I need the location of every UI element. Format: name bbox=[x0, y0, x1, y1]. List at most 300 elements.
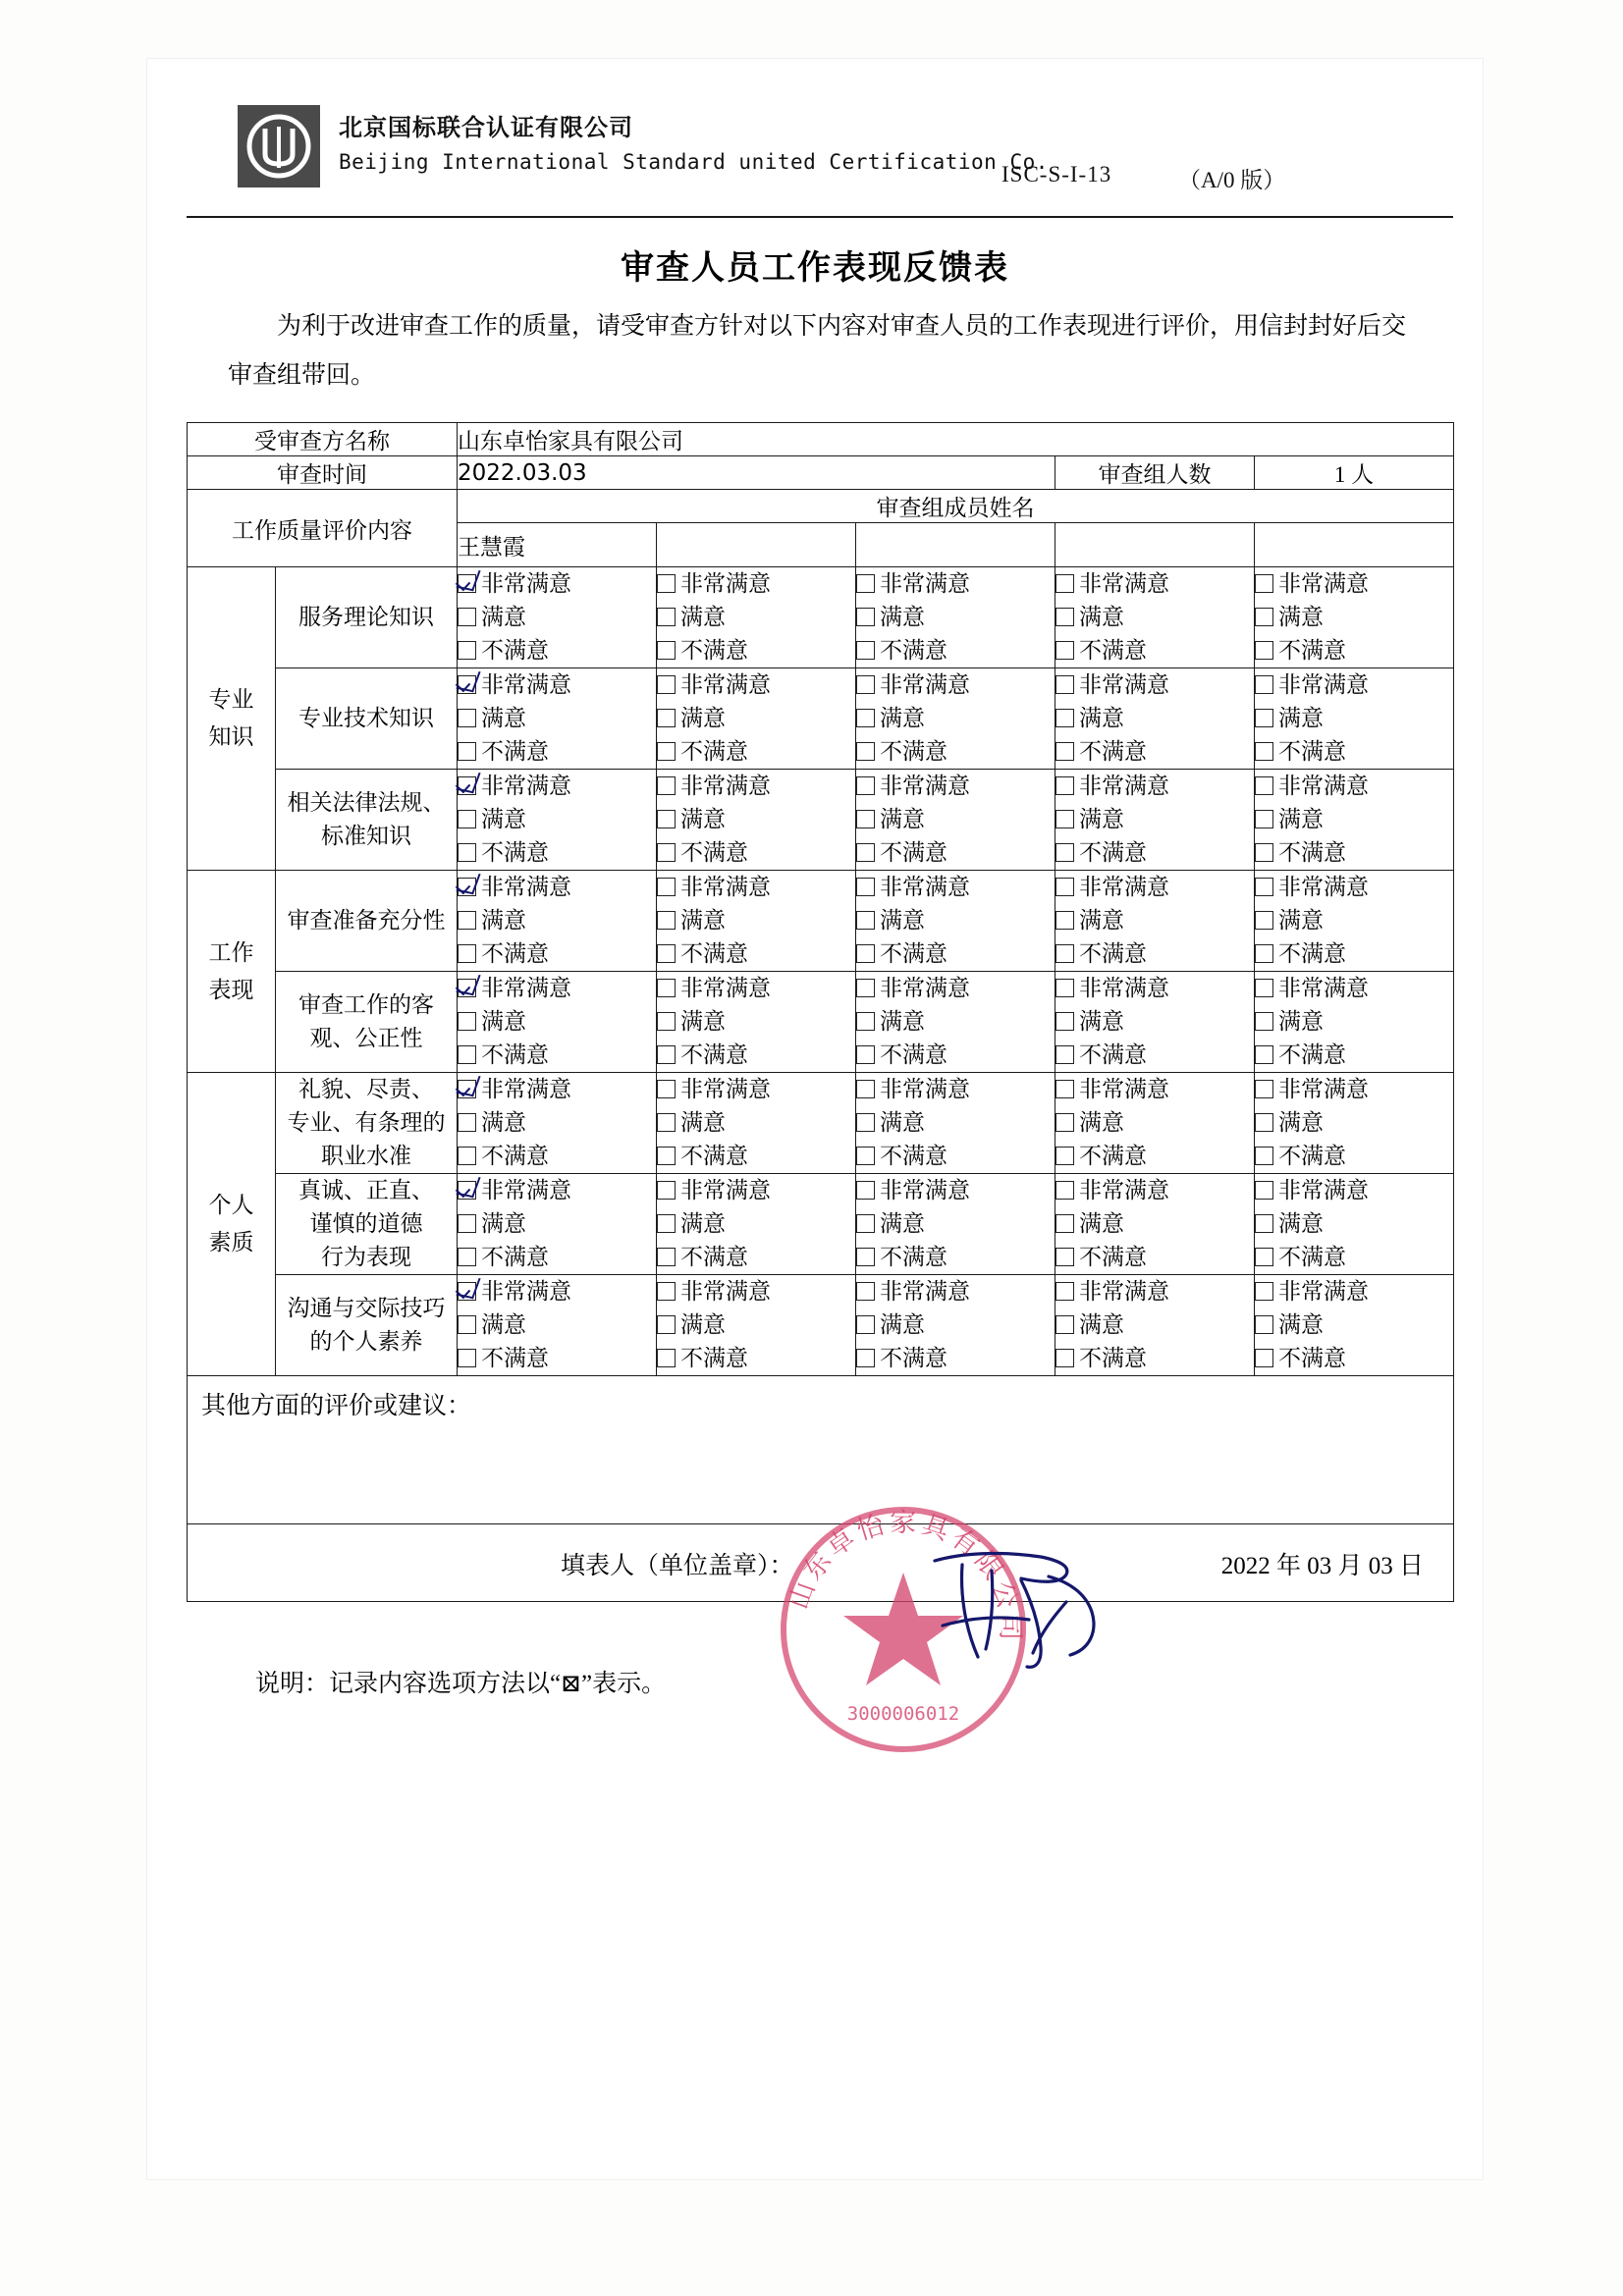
checkbox-unchecked-icon[interactable] bbox=[856, 1080, 875, 1098]
rating-option[interactable]: 非常满意 bbox=[856, 770, 1055, 803]
checkbox-unchecked-icon[interactable] bbox=[1055, 1045, 1074, 1064]
rating-option[interactable]: 不满意 bbox=[657, 634, 855, 667]
rating-option[interactable]: 不满意 bbox=[1255, 634, 1453, 667]
checkbox-unchecked-icon[interactable] bbox=[657, 574, 676, 593]
rating-cell[interactable] bbox=[458, 1275, 657, 1376]
rating-cell[interactable] bbox=[1055, 1275, 1255, 1376]
checkbox-unchecked-icon[interactable] bbox=[1055, 911, 1074, 930]
checkbox-unchecked-icon[interactable] bbox=[458, 1045, 476, 1064]
checkbox-unchecked-icon[interactable] bbox=[657, 1349, 676, 1367]
rating-option[interactable]: 满意 bbox=[1255, 803, 1453, 836]
checkbox-unchecked-icon[interactable] bbox=[458, 810, 476, 828]
rating-option[interactable]: 满意 bbox=[458, 1308, 656, 1342]
rating-option[interactable]: 满意 bbox=[856, 904, 1055, 937]
rating-option[interactable]: 满意 bbox=[1055, 1207, 1254, 1241]
rating-cell[interactable] bbox=[458, 871, 657, 972]
checkbox-checked-icon[interactable] bbox=[458, 1282, 476, 1301]
rating-option[interactable]: 不满意 bbox=[458, 735, 656, 769]
checkbox-unchecked-icon[interactable] bbox=[657, 608, 676, 626]
checkbox-unchecked-icon[interactable] bbox=[657, 911, 676, 930]
checkbox-unchecked-icon[interactable] bbox=[657, 1147, 676, 1165]
checkbox-unchecked-icon[interactable] bbox=[856, 675, 875, 694]
checkbox-unchecked-icon[interactable] bbox=[1055, 843, 1074, 862]
rating-option[interactable]: 满意 bbox=[657, 1207, 855, 1241]
rating-option[interactable]: 不满意 bbox=[458, 1140, 656, 1173]
rating-option[interactable]: 满意 bbox=[458, 1106, 656, 1140]
rating-option[interactable]: 满意 bbox=[458, 601, 656, 634]
rating-option[interactable]: 非常满意 bbox=[458, 871, 656, 904]
rating-option[interactable]: 不满意 bbox=[458, 634, 656, 667]
checkbox-unchecked-icon[interactable] bbox=[1255, 574, 1273, 593]
checkbox-unchecked-icon[interactable] bbox=[657, 1214, 676, 1233]
checkbox-unchecked-icon[interactable] bbox=[1055, 1349, 1074, 1367]
rating-option[interactable]: 非常满意 bbox=[856, 972, 1055, 1005]
checkbox-unchecked-icon[interactable] bbox=[1055, 1282, 1074, 1301]
checkbox-unchecked-icon[interactable] bbox=[657, 1315, 676, 1334]
checkbox-unchecked-icon[interactable] bbox=[856, 608, 875, 626]
rating-cell[interactable] bbox=[1055, 1073, 1255, 1174]
checkbox-unchecked-icon[interactable] bbox=[458, 1147, 476, 1165]
rating-cell[interactable] bbox=[657, 770, 856, 871]
rating-option[interactable]: 非常满意 bbox=[856, 1073, 1055, 1106]
rating-option[interactable]: 不满意 bbox=[657, 1342, 855, 1375]
rating-option[interactable]: 不满意 bbox=[657, 1241, 855, 1274]
rating-option[interactable]: 不满意 bbox=[1055, 1241, 1254, 1274]
checkbox-unchecked-icon[interactable] bbox=[856, 574, 875, 593]
checkbox-unchecked-icon[interactable] bbox=[856, 944, 875, 963]
rating-option[interactable]: 不满意 bbox=[1055, 634, 1254, 667]
checkbox-unchecked-icon[interactable] bbox=[657, 709, 676, 727]
checkbox-checked-icon[interactable] bbox=[458, 675, 476, 694]
audit-date-value[interactable]: 2022.03.03 bbox=[458, 456, 1055, 490]
checkbox-checked-icon[interactable] bbox=[458, 574, 476, 593]
rating-option[interactable]: 非常满意 bbox=[1055, 871, 1254, 904]
rating-option[interactable]: 满意 bbox=[1055, 904, 1254, 937]
rating-option[interactable]: 非常满意 bbox=[657, 1073, 855, 1106]
rating-option[interactable]: 非常满意 bbox=[458, 1073, 656, 1106]
checkbox-unchecked-icon[interactable] bbox=[1255, 1181, 1273, 1200]
checkbox-unchecked-icon[interactable] bbox=[1255, 1315, 1273, 1334]
checkbox-unchecked-icon[interactable] bbox=[1055, 1113, 1074, 1132]
checkbox-unchecked-icon[interactable] bbox=[657, 810, 676, 828]
rating-option[interactable]: 不满意 bbox=[1055, 1039, 1254, 1072]
rating-cell[interactable] bbox=[1055, 972, 1255, 1073]
checkbox-unchecked-icon[interactable] bbox=[1055, 1248, 1074, 1266]
rating-option[interactable]: 满意 bbox=[1255, 702, 1453, 735]
rating-option[interactable]: 不满意 bbox=[458, 937, 656, 971]
rating-option[interactable]: 非常满意 bbox=[1255, 1073, 1453, 1106]
rating-cell[interactable] bbox=[1055, 871, 1255, 972]
member-name-1[interactable]: 王慧霞 bbox=[458, 523, 657, 567]
rating-option[interactable]: 满意 bbox=[657, 1005, 855, 1039]
rating-option[interactable]: 非常满意 bbox=[1055, 567, 1254, 601]
checkbox-unchecked-icon[interactable] bbox=[1255, 1282, 1273, 1301]
checkbox-unchecked-icon[interactable] bbox=[1255, 944, 1273, 963]
checkbox-checked-icon[interactable] bbox=[458, 878, 476, 896]
rating-option[interactable]: 非常满意 bbox=[657, 1174, 855, 1207]
rating-option[interactable]: 不满意 bbox=[856, 1241, 1055, 1274]
rating-cell[interactable] bbox=[657, 1275, 856, 1376]
rating-option[interactable]: 不满意 bbox=[856, 937, 1055, 971]
rating-cell[interactable] bbox=[458, 972, 657, 1073]
rating-option[interactable]: 非常满意 bbox=[657, 972, 855, 1005]
checkbox-unchecked-icon[interactable] bbox=[657, 1045, 676, 1064]
checkbox-unchecked-icon[interactable] bbox=[856, 1012, 875, 1031]
rating-option[interactable]: 不满意 bbox=[1055, 1140, 1254, 1173]
rating-option[interactable]: 不满意 bbox=[1055, 836, 1254, 870]
checkbox-unchecked-icon[interactable] bbox=[1055, 810, 1074, 828]
rating-option[interactable]: 不满意 bbox=[458, 1342, 656, 1375]
rating-option[interactable]: 非常满意 bbox=[458, 972, 656, 1005]
checkbox-unchecked-icon[interactable] bbox=[856, 878, 875, 896]
rating-cell[interactable] bbox=[1255, 972, 1454, 1073]
rating-option[interactable]: 非常满意 bbox=[856, 1275, 1055, 1308]
rating-option[interactable]: 满意 bbox=[657, 601, 855, 634]
checkbox-unchecked-icon[interactable] bbox=[458, 1012, 476, 1031]
rating-option[interactable]: 满意 bbox=[1055, 1005, 1254, 1039]
checkbox-unchecked-icon[interactable] bbox=[657, 1012, 676, 1031]
rating-cell[interactable] bbox=[856, 567, 1055, 668]
rating-option[interactable]: 满意 bbox=[657, 904, 855, 937]
rating-option[interactable]: 满意 bbox=[856, 1005, 1055, 1039]
checkbox-unchecked-icon[interactable] bbox=[1255, 1113, 1273, 1132]
rating-cell[interactable] bbox=[1055, 1174, 1255, 1275]
checkbox-unchecked-icon[interactable] bbox=[1055, 742, 1074, 761]
checkbox-unchecked-icon[interactable] bbox=[1055, 944, 1074, 963]
rating-cell[interactable] bbox=[1055, 668, 1255, 770]
rating-option[interactable]: 非常满意 bbox=[1055, 1073, 1254, 1106]
checkbox-unchecked-icon[interactable] bbox=[1055, 1181, 1074, 1200]
checkbox-unchecked-icon[interactable] bbox=[1255, 1080, 1273, 1098]
checkbox-unchecked-icon[interactable] bbox=[856, 1248, 875, 1266]
rating-cell[interactable] bbox=[856, 668, 1055, 770]
table-row bbox=[188, 1174, 1454, 1275]
rating-option[interactable]: 非常满意 bbox=[1055, 1275, 1254, 1308]
table-row bbox=[188, 567, 1454, 668]
checkbox-unchecked-icon[interactable] bbox=[1055, 1315, 1074, 1334]
checkbox-unchecked-icon[interactable] bbox=[856, 1282, 875, 1301]
rating-option[interactable]: 满意 bbox=[1055, 702, 1254, 735]
checkbox-unchecked-icon[interactable] bbox=[1255, 1214, 1273, 1233]
rating-option[interactable]: 满意 bbox=[856, 601, 1055, 634]
checkbox-unchecked-icon[interactable] bbox=[458, 1113, 476, 1132]
rating-cell[interactable] bbox=[1255, 770, 1454, 871]
checkbox-unchecked-icon[interactable] bbox=[1255, 1349, 1273, 1367]
rating-option[interactable]: 不满意 bbox=[856, 735, 1055, 769]
team-size-value[interactable]: 1 人 bbox=[1255, 456, 1454, 490]
checkbox-checked-icon[interactable] bbox=[458, 1080, 476, 1098]
members-label: 审查组成员姓名 bbox=[458, 490, 1454, 523]
rating-cell[interactable] bbox=[458, 567, 657, 668]
checkbox-unchecked-icon[interactable] bbox=[1255, 641, 1273, 660]
rating-cell[interactable] bbox=[856, 1073, 1055, 1174]
rating-option[interactable]: 不满意 bbox=[856, 1140, 1055, 1173]
rating-option[interactable]: 不满意 bbox=[458, 1241, 656, 1274]
rating-option[interactable]: 不满意 bbox=[856, 1342, 1055, 1375]
checkbox-unchecked-icon[interactable] bbox=[1055, 675, 1074, 694]
rating-cell[interactable] bbox=[458, 1073, 657, 1174]
rating-cell[interactable] bbox=[657, 567, 856, 668]
table-row bbox=[188, 972, 1454, 1073]
rating-option[interactable]: 满意 bbox=[657, 1308, 855, 1342]
checkbox-unchecked-icon[interactable] bbox=[856, 810, 875, 828]
checkbox-unchecked-icon[interactable] bbox=[856, 776, 875, 795]
rating-option[interactable]: 满意 bbox=[657, 803, 855, 836]
rating-option[interactable]: 不满意 bbox=[1255, 836, 1453, 870]
rating-option[interactable]: 非常满意 bbox=[1255, 871, 1453, 904]
rating-option[interactable]: 满意 bbox=[1255, 1308, 1453, 1342]
checkbox-unchecked-icon[interactable] bbox=[657, 1113, 676, 1132]
table-row bbox=[188, 1073, 1454, 1174]
member-name-5[interactable] bbox=[1255, 523, 1454, 567]
checkbox-unchecked-icon[interactable] bbox=[1255, 1147, 1273, 1165]
checkbox-unchecked-icon[interactable] bbox=[856, 742, 875, 761]
member-name-2[interactable] bbox=[657, 523, 856, 567]
rating-option[interactable]: 不满意 bbox=[1255, 1241, 1453, 1274]
checkbox-unchecked-icon[interactable] bbox=[458, 911, 476, 930]
checkbox-unchecked-icon[interactable] bbox=[1255, 911, 1273, 930]
rating-cell[interactable] bbox=[458, 668, 657, 770]
rating-option[interactable]: 满意 bbox=[458, 1005, 656, 1039]
checkbox-unchecked-icon[interactable] bbox=[657, 1282, 676, 1301]
checkbox-unchecked-icon[interactable] bbox=[1055, 608, 1074, 626]
checkbox-checked-icon[interactable] bbox=[458, 979, 476, 997]
rating-option[interactable]: 满意 bbox=[1055, 803, 1254, 836]
checkbox-unchecked-icon[interactable] bbox=[856, 1349, 875, 1367]
checkbox-unchecked-icon[interactable] bbox=[1255, 843, 1273, 862]
rating-cell[interactable] bbox=[856, 871, 1055, 972]
checkbox-unchecked-icon[interactable] bbox=[856, 1315, 875, 1334]
checkbox-unchecked-icon[interactable] bbox=[657, 742, 676, 761]
checkbox-unchecked-icon[interactable] bbox=[1255, 675, 1273, 694]
rating-option[interactable]: 满意 bbox=[458, 904, 656, 937]
rating-option[interactable]: 非常满意 bbox=[657, 770, 855, 803]
rating-option[interactable]: 不满意 bbox=[458, 1039, 656, 1072]
checkbox-unchecked-icon[interactable] bbox=[856, 1147, 875, 1165]
checkbox-unchecked-icon[interactable] bbox=[657, 1181, 676, 1200]
rating-option[interactable]: 非常满意 bbox=[1255, 972, 1453, 1005]
rating-option[interactable]: 满意 bbox=[856, 1106, 1055, 1140]
checkbox-unchecked-icon[interactable] bbox=[458, 843, 476, 862]
rating-cell[interactable] bbox=[657, 668, 856, 770]
checkbox-unchecked-icon[interactable] bbox=[856, 1113, 875, 1132]
checkbox-unchecked-icon[interactable] bbox=[856, 1214, 875, 1233]
rating-option[interactable]: 不满意 bbox=[1055, 937, 1254, 971]
checkbox-unchecked-icon[interactable] bbox=[856, 911, 875, 930]
checkbox-unchecked-icon[interactable] bbox=[856, 979, 875, 997]
checkbox-unchecked-icon[interactable] bbox=[657, 878, 676, 896]
rating-option[interactable]: 不满意 bbox=[657, 1039, 855, 1072]
rating-option[interactable]: 满意 bbox=[1255, 601, 1453, 634]
rating-cell[interactable] bbox=[1255, 567, 1454, 668]
checkbox-unchecked-icon[interactable] bbox=[657, 1248, 676, 1266]
rating-cell[interactable] bbox=[856, 770, 1055, 871]
checkbox-unchecked-icon[interactable] bbox=[458, 1315, 476, 1334]
checkbox-unchecked-icon[interactable] bbox=[1255, 979, 1273, 997]
rating-option[interactable]: 非常满意 bbox=[657, 1275, 855, 1308]
rating-option[interactable]: 非常满意 bbox=[856, 1174, 1055, 1207]
rating-cell[interactable] bbox=[657, 1174, 856, 1275]
rating-option[interactable]: 满意 bbox=[856, 702, 1055, 735]
rating-option[interactable]: 非常满意 bbox=[1255, 567, 1453, 601]
rating-option[interactable]: 非常满意 bbox=[856, 567, 1055, 601]
rating-option[interactable]: 满意 bbox=[856, 1308, 1055, 1342]
rating-option[interactable]: 非常满意 bbox=[1255, 1275, 1453, 1308]
rating-option[interactable]: 非常满意 bbox=[1055, 1174, 1254, 1207]
checkbox-unchecked-icon[interactable] bbox=[657, 776, 676, 795]
checkbox-unchecked-icon[interactable] bbox=[458, 641, 476, 660]
rating-cell[interactable] bbox=[856, 1275, 1055, 1376]
team-size-label: 审查组人数 bbox=[1055, 456, 1255, 490]
rating-option[interactable]: 非常满意 bbox=[1055, 770, 1254, 803]
checkbox-unchecked-icon[interactable] bbox=[657, 675, 676, 694]
rating-option[interactable]: 非常满意 bbox=[1255, 770, 1453, 803]
rating-option[interactable]: 非常满意 bbox=[458, 1275, 656, 1308]
checkbox-unchecked-icon[interactable] bbox=[856, 709, 875, 727]
checkbox-unchecked-icon[interactable] bbox=[458, 608, 476, 626]
checkbox-unchecked-icon[interactable] bbox=[657, 979, 676, 997]
rating-cell[interactable] bbox=[1255, 871, 1454, 972]
rating-option[interactable]: 非常满意 bbox=[1055, 972, 1254, 1005]
rating-cell[interactable] bbox=[1055, 567, 1255, 668]
rating-cell[interactable] bbox=[1255, 668, 1454, 770]
rating-option[interactable]: 不满意 bbox=[657, 937, 855, 971]
checkbox-unchecked-icon[interactable] bbox=[1055, 1080, 1074, 1098]
rating-option[interactable]: 满意 bbox=[657, 1106, 855, 1140]
rating-cell[interactable] bbox=[1255, 1275, 1454, 1376]
rating-option[interactable]: 非常满意 bbox=[856, 871, 1055, 904]
rating-option[interactable]: 不满意 bbox=[1255, 1342, 1453, 1375]
rating-option[interactable]: 不满意 bbox=[1055, 1342, 1254, 1375]
checkbox-unchecked-icon[interactable] bbox=[657, 944, 676, 963]
checkbox-checked-icon[interactable] bbox=[458, 1181, 476, 1200]
other-comments-cell[interactable] bbox=[188, 1376, 1454, 1524]
checkbox-unchecked-icon[interactable] bbox=[1255, 878, 1273, 896]
checkbox-unchecked-icon[interactable] bbox=[1255, 776, 1273, 795]
checkbox-checked-icon[interactable] bbox=[458, 776, 476, 795]
rating-option[interactable]: 不满意 bbox=[1255, 735, 1453, 769]
rating-cell[interactable] bbox=[657, 972, 856, 1073]
checkbox-unchecked-icon[interactable] bbox=[1055, 1214, 1074, 1233]
checkbox-unchecked-icon[interactable] bbox=[1255, 742, 1273, 761]
checkbox-unchecked-icon[interactable] bbox=[1255, 1248, 1273, 1266]
rating-option[interactable]: 非常满意 bbox=[856, 668, 1055, 702]
rating-option[interactable]: 满意 bbox=[657, 702, 855, 735]
checkbox-unchecked-icon[interactable] bbox=[1255, 608, 1273, 626]
rating-option[interactable]: 满意 bbox=[856, 803, 1055, 836]
member-name-4[interactable] bbox=[1055, 523, 1255, 567]
company-logo-icon bbox=[236, 103, 322, 189]
checkbox-unchecked-icon[interactable] bbox=[657, 843, 676, 862]
checkbox-unchecked-icon[interactable] bbox=[458, 1349, 476, 1367]
checkbox-unchecked-icon[interactable] bbox=[458, 709, 476, 727]
rating-option[interactable]: 满意 bbox=[1055, 601, 1254, 634]
rating-cell[interactable] bbox=[856, 972, 1055, 1073]
checkbox-unchecked-icon[interactable] bbox=[458, 944, 476, 963]
rating-option[interactable]: 非常满意 bbox=[458, 567, 656, 601]
checkbox-unchecked-icon[interactable] bbox=[856, 641, 875, 660]
checkbox-unchecked-icon[interactable] bbox=[458, 742, 476, 761]
quality-content-label: 工作质量评价内容 bbox=[188, 490, 458, 567]
checkbox-unchecked-icon[interactable] bbox=[1055, 574, 1074, 593]
checkbox-unchecked-icon[interactable] bbox=[458, 1248, 476, 1266]
checkbox-unchecked-icon[interactable] bbox=[856, 843, 875, 862]
checkbox-unchecked-icon[interactable] bbox=[1055, 709, 1074, 727]
rating-option[interactable]: 非常满意 bbox=[458, 1174, 656, 1207]
rating-option[interactable]: 非常满意 bbox=[657, 567, 855, 601]
checkbox-unchecked-icon[interactable] bbox=[657, 641, 676, 660]
rating-option[interactable]: 不满意 bbox=[657, 836, 855, 870]
auditee-value[interactable]: 山东卓怡家具有限公司 bbox=[458, 423, 1454, 456]
rating-option[interactable]: 非常满意 bbox=[458, 770, 656, 803]
rating-option[interactable]: 满意 bbox=[458, 702, 656, 735]
checkbox-unchecked-icon[interactable] bbox=[1055, 1147, 1074, 1165]
rating-option[interactable]: 不满意 bbox=[657, 735, 855, 769]
rating-cell[interactable] bbox=[458, 770, 657, 871]
rating-option[interactable]: 满意 bbox=[1255, 1207, 1453, 1241]
rating-option[interactable]: 不满意 bbox=[458, 836, 656, 870]
rating-option[interactable]: 满意 bbox=[1255, 1106, 1453, 1140]
rating-option[interactable]: 满意 bbox=[1255, 1005, 1453, 1039]
rating-option[interactable]: 不满意 bbox=[657, 1140, 855, 1173]
rating-option[interactable]: 满意 bbox=[458, 1207, 656, 1241]
rating-option[interactable]: 非常满意 bbox=[1055, 668, 1254, 702]
rating-cell[interactable] bbox=[1255, 1073, 1454, 1174]
checkbox-unchecked-icon[interactable] bbox=[657, 1080, 676, 1098]
rating-option[interactable]: 满意 bbox=[1255, 904, 1453, 937]
rating-option[interactable]: 非常满意 bbox=[1255, 668, 1453, 702]
rating-cell[interactable] bbox=[1255, 1174, 1454, 1275]
rating-cell[interactable] bbox=[657, 1073, 856, 1174]
rating-option[interactable]: 不满意 bbox=[1255, 937, 1453, 971]
rating-option[interactable]: 不满意 bbox=[856, 836, 1055, 870]
checkbox-unchecked-icon[interactable] bbox=[458, 1214, 476, 1233]
rating-option[interactable]: 不满意 bbox=[1255, 1140, 1453, 1173]
document-code: ISC-S-I-13 bbox=[1001, 162, 1112, 187]
checkbox-unchecked-icon[interactable] bbox=[856, 1045, 875, 1064]
rating-cell[interactable] bbox=[657, 871, 856, 972]
auditee-label: 受审查方名称 bbox=[188, 423, 458, 456]
checkbox-unchecked-icon[interactable] bbox=[1055, 878, 1074, 896]
rating-option[interactable]: 不满意 bbox=[856, 1039, 1055, 1072]
checkbox-unchecked-icon[interactable] bbox=[856, 1181, 875, 1200]
rating-option[interactable]: 非常满意 bbox=[1255, 1174, 1453, 1207]
checkbox-unchecked-icon[interactable] bbox=[1255, 810, 1273, 828]
checkbox-unchecked-icon[interactable] bbox=[1055, 979, 1074, 997]
member-name-3[interactable] bbox=[856, 523, 1055, 567]
rating-option[interactable]: 满意 bbox=[856, 1207, 1055, 1241]
rating-option[interactable]: 非常满意 bbox=[657, 871, 855, 904]
checkbox-unchecked-icon[interactable] bbox=[1055, 776, 1074, 795]
intro-paragraph: 为利于改进审查工作的质量，请受审查方针对以下内容对审查人员的工作表现进行评价，用信封封好后交审查组带回。 bbox=[228, 313, 1407, 389]
rating-cell[interactable] bbox=[1055, 770, 1255, 871]
rating-option[interactable]: 不满意 bbox=[856, 634, 1055, 667]
checkbox-unchecked-icon[interactable] bbox=[1055, 1012, 1074, 1031]
checkbox-unchecked-icon[interactable] bbox=[1255, 1045, 1273, 1064]
checkbox-unchecked-icon[interactable] bbox=[1255, 1012, 1273, 1031]
rating-option[interactable]: 满意 bbox=[1055, 1106, 1254, 1140]
checkbox-unchecked-icon[interactable] bbox=[1055, 641, 1074, 660]
rating-option[interactable]: 满意 bbox=[1055, 1308, 1254, 1342]
rating-option[interactable]: 满意 bbox=[458, 803, 656, 836]
rating-option[interactable]: 不满意 bbox=[1055, 735, 1254, 769]
rating-option[interactable]: 不满意 bbox=[1255, 1039, 1453, 1072]
rating-cell[interactable] bbox=[856, 1174, 1055, 1275]
rating-option[interactable]: 非常满意 bbox=[458, 668, 656, 702]
rating-cell[interactable] bbox=[458, 1174, 657, 1275]
rating-option[interactable]: 非常满意 bbox=[657, 668, 855, 702]
checkbox-unchecked-icon[interactable] bbox=[1255, 709, 1273, 727]
